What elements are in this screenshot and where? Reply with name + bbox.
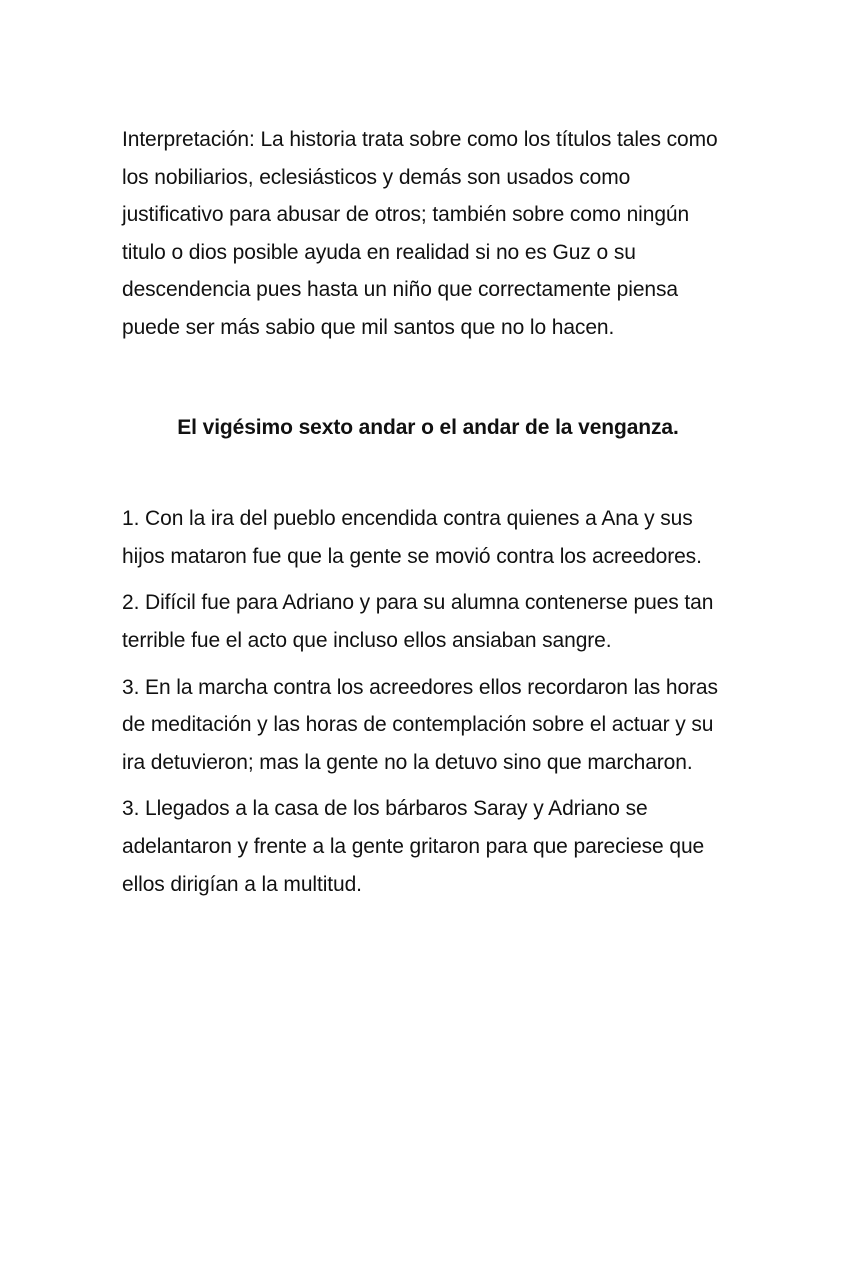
verse-1: 1. Con la ira del pueblo encendida contra quienes a Ana y sus hijos mataron fue que la gente se movió contra los acreedores.: [122, 507, 702, 568]
interpretation-paragraph: Interpretación: La historia trata sobre como los títulos tales como los nobiliarios, eclesiásticos y demás son usados como justificativo para abusar de otros; también sobre como ningún titulo o dios posible ayuda en realidad si no es Guz o su descendencia pues hasta un niño que correctamente piensa puede ser más sabio que mil santos que no lo hacen.: [122, 128, 718, 339]
verse-3: 3. En la marcha contra los acreedores ellos recordaron las horas de meditación y las horas de contemplación sobre el actuar y su ira detuvieron; mas la gente no la detuvo sino que marcharon.: [122, 675, 718, 774]
chapter-title: El vigésimo sexto andar o el andar de la venganza.: [177, 415, 679, 439]
verse-4: 3. Llegados a la casa de los bárbaros Saray y Adriano se adelantaron y frente a la gente gritaron para que pareciese que ellos dirigían a la multitud.: [122, 797, 705, 896]
document-page: [122, 121, 734, 912]
verse-2: 2. Difícil fue para Adriano y para su alumna contenerse pues tan terrible fue el acto que incluso ellos ansiaban sangre.: [122, 591, 714, 652]
